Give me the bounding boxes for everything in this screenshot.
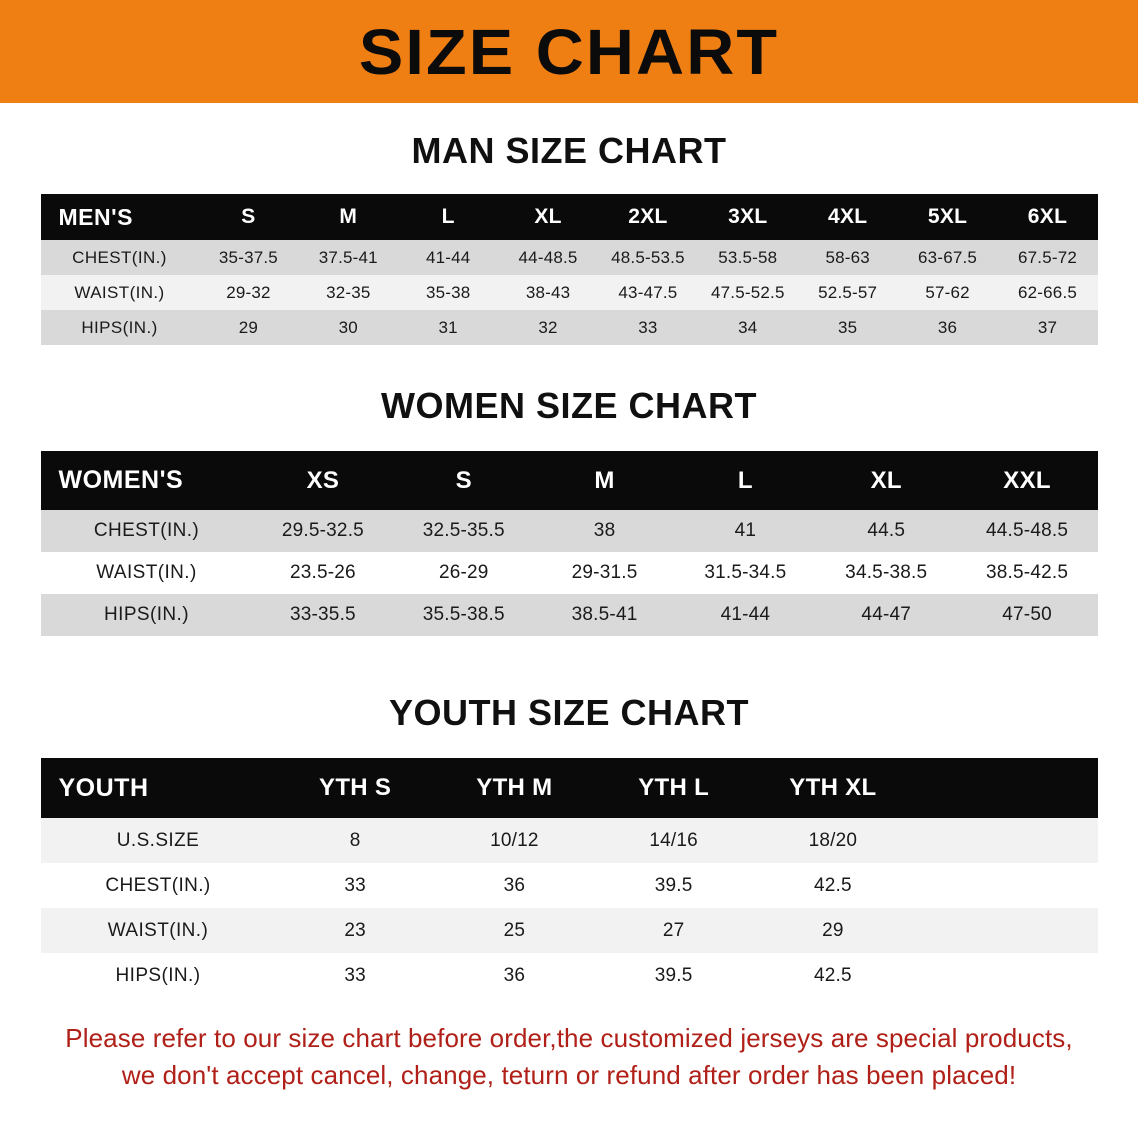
table-header-cell: M: [594, 466, 615, 494]
table-cell: 33: [638, 317, 658, 337]
table-cell-empty: [913, 818, 1098, 863]
row-label: CHEST(IN.): [93, 520, 200, 541]
table-cell: 42.5: [813, 964, 852, 986]
man-table-wrapper: [41, 194, 1098, 345]
table-cell: 38-43: [525, 282, 571, 302]
table-row: [41, 818, 1098, 863]
table-header-cell: 6XL: [1027, 205, 1068, 228]
table-cell: 38.5-41: [571, 604, 638, 625]
table-cell: 27: [662, 919, 685, 941]
table-cell: 35.5-38.5: [422, 604, 505, 625]
table-header-cell: L: [441, 205, 455, 228]
table-cell: 33: [344, 874, 366, 896]
table-cell: 62-66.5: [1017, 282, 1078, 302]
disclaimer-line-2: we don't accept cancel, change, teturn or refund after order has been placed!: [121, 1059, 1017, 1090]
table-cell: 47.5-52.5: [710, 282, 785, 302]
table-cell: 8: [349, 829, 361, 851]
page-title: SIZE CHART: [358, 15, 780, 88]
row-label: WAIST(IN.): [96, 562, 197, 583]
table-header-cell: L: [737, 466, 753, 494]
women-size-table: [41, 451, 1098, 636]
table-header-cell: S: [241, 205, 256, 228]
row-label: CHEST(IN.): [105, 874, 211, 896]
table-cell: 29: [238, 317, 259, 337]
table-cell: 34.5-38.5: [845, 562, 928, 583]
women-section-title: WOMEN SIZE CHART: [381, 385, 757, 426]
table-row: [41, 240, 1098, 275]
table-cell: 33-35.5: [289, 604, 356, 625]
table-cell-empty: [913, 863, 1098, 908]
table-cell: 52.5-57: [818, 282, 878, 302]
table-cell: 36: [503, 964, 526, 986]
table-cell: 29-32: [226, 282, 271, 302]
table-cell: 35: [838, 317, 858, 337]
table-header-cell: YTH L: [638, 774, 710, 801]
table-cell: 36: [503, 874, 526, 896]
table-cell: 47-50: [1002, 604, 1052, 625]
table-header-cell: YOUTH: [58, 773, 149, 802]
table-cell: 38.5-42.5: [986, 562, 1069, 583]
table-cell-empty: [913, 908, 1098, 953]
table-cell: 53.5-58: [718, 247, 778, 267]
table-header-spacer: [913, 758, 1098, 818]
table-cell: 48.5-53.5: [611, 247, 685, 267]
table-cell: 35-38: [425, 282, 471, 302]
table-cell: 32.5-35.5: [422, 520, 505, 541]
table-row: [41, 552, 1098, 594]
row-label: U.S.SIZE: [116, 829, 200, 851]
table-row: [41, 310, 1098, 345]
table-header-cell: 4XL: [827, 205, 868, 228]
table-cell: 44.5-48.5: [986, 520, 1069, 541]
table-row: [41, 275, 1098, 310]
table-cell: 30: [338, 317, 358, 337]
table-cell: 58-63: [825, 247, 870, 267]
row-label: WAIST(IN.): [74, 282, 165, 302]
header-banner: [0, 0, 1138, 103]
table-cell: 37.5-41: [318, 247, 378, 267]
table-cell: 36: [937, 317, 958, 337]
table-header-cell: YTH S: [319, 774, 392, 801]
table-cell: 23: [344, 919, 366, 941]
table-cell: 44-48.5: [518, 247, 578, 267]
table-row: [41, 594, 1098, 636]
table-cell: 37: [1037, 317, 1058, 337]
row-label: WAIST(IN.): [107, 919, 209, 941]
table-header-cell: YTH M: [476, 774, 553, 801]
table-cell: 44.5: [867, 520, 906, 541]
table-header-cell: 5XL: [927, 205, 968, 228]
table-cell: 42.5: [813, 874, 852, 896]
table-cell: 23.5-26: [289, 562, 356, 583]
table-header-cell: XL: [870, 466, 902, 494]
table-cell: 35-37.5: [218, 247, 278, 267]
table-header-cell: 2XL: [628, 205, 668, 228]
row-label: HIPS(IN.): [81, 317, 158, 337]
table-cell: 10/12: [490, 829, 539, 851]
table-cell: 32-35: [326, 282, 371, 302]
table-cell: 33: [344, 964, 366, 986]
table-header-row: [41, 758, 1098, 818]
table-row: [41, 510, 1098, 552]
row-label: HIPS(IN.): [115, 964, 201, 986]
man-section-title: MAN SIZE CHART: [411, 130, 727, 171]
table-header-cell: YTH XL: [789, 774, 877, 801]
row-label: HIPS(IN.): [104, 604, 189, 625]
table-cell: 43-47.5: [618, 282, 678, 302]
table-cell: 41-44: [425, 247, 471, 267]
table-cell: 31: [438, 317, 458, 337]
youth-size-table: [41, 758, 1098, 998]
table-cell: 57-62: [925, 282, 970, 302]
table-row: [41, 908, 1098, 953]
table-header-cell: M: [339, 205, 358, 228]
women-table-wrapper: [41, 451, 1098, 636]
table-cell-empty: [913, 953, 1098, 998]
table-header-cell: 3XL: [728, 205, 768, 228]
table-cell: 25: [503, 919, 526, 941]
table-row: [41, 863, 1098, 908]
youth-section-title: YOUTH SIZE CHART: [388, 692, 749, 733]
table-cell: 26-29: [438, 562, 489, 583]
table-row: [41, 953, 1098, 998]
table-cell: 32: [538, 317, 558, 337]
table-cell: 63-67.5: [918, 247, 978, 267]
table-cell: 34: [738, 317, 758, 337]
table-cell: 39.5: [654, 964, 693, 986]
table-header-cell: XXL: [1003, 466, 1051, 494]
disclaimer-line-1: Please refer to our size chart before order,the customized jerseys are special products,: [65, 1023, 1073, 1053]
table-cell: 39.5: [654, 874, 693, 896]
row-label: CHEST(IN.): [72, 247, 167, 267]
table-header-cell: XS: [306, 466, 340, 494]
table-header-cell: S: [455, 466, 472, 494]
table-cell: 29-31.5: [571, 562, 638, 583]
table-cell: 38: [593, 520, 616, 541]
table-cell: 29.5-32.5: [281, 520, 364, 541]
table-cell: 67.5-72: [1017, 247, 1078, 267]
table-header-row: [41, 194, 1098, 240]
table-cell: 31.5-34.5: [704, 562, 787, 583]
table-header-cell: XL: [534, 205, 562, 228]
table-cell: 41: [734, 520, 757, 541]
disclaimer-note: [40, 1020, 1098, 1094]
table-cell: 44-47: [861, 604, 912, 625]
table-cell: 18/20: [808, 829, 858, 851]
table-cell: 41-44: [720, 604, 771, 625]
table-cell: 14/16: [649, 829, 698, 851]
man-size-table: [41, 194, 1098, 345]
table-header-cell: WOMEN'S: [58, 466, 184, 494]
table-header-row: [41, 451, 1098, 510]
table-cell: 29: [822, 919, 844, 941]
table-header-cell: MEN'S: [58, 203, 133, 230]
youth-table-wrapper: [41, 758, 1098, 998]
